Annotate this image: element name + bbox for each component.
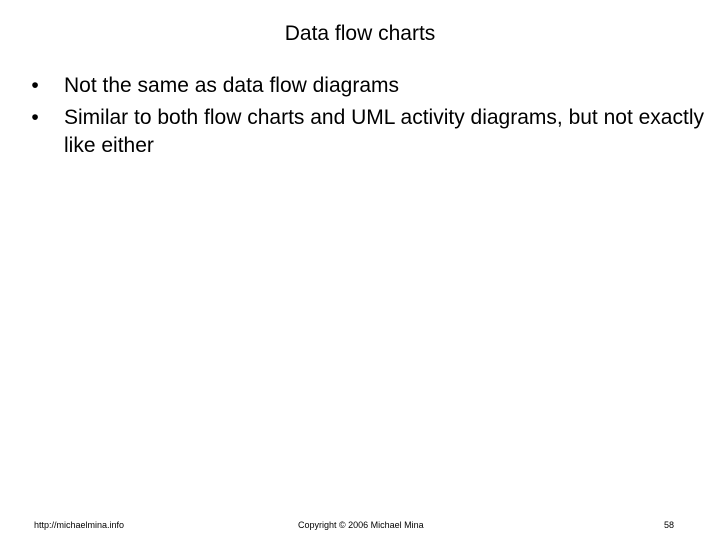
bullet-icon: • — [31, 74, 39, 97]
bullet-text: Not the same as data flow diagrams — [64, 74, 399, 97]
bullet-text: Similar to both flow charts and UML activity diagrams, but not exactly like either — [64, 106, 704, 157]
footer-copyright: Copyright © 2006 Michael Mina — [298, 520, 424, 530]
bullet-list — [28, 72, 708, 164]
page-number: 58 — [664, 520, 675, 530]
bullet-icon: • — [31, 106, 39, 129]
footer-url: http://michaelmina.info — [34, 520, 125, 530]
bullet-item — [28, 104, 708, 160]
bullet-item — [28, 72, 708, 100]
slide-title: Data flow charts — [284, 22, 436, 45]
